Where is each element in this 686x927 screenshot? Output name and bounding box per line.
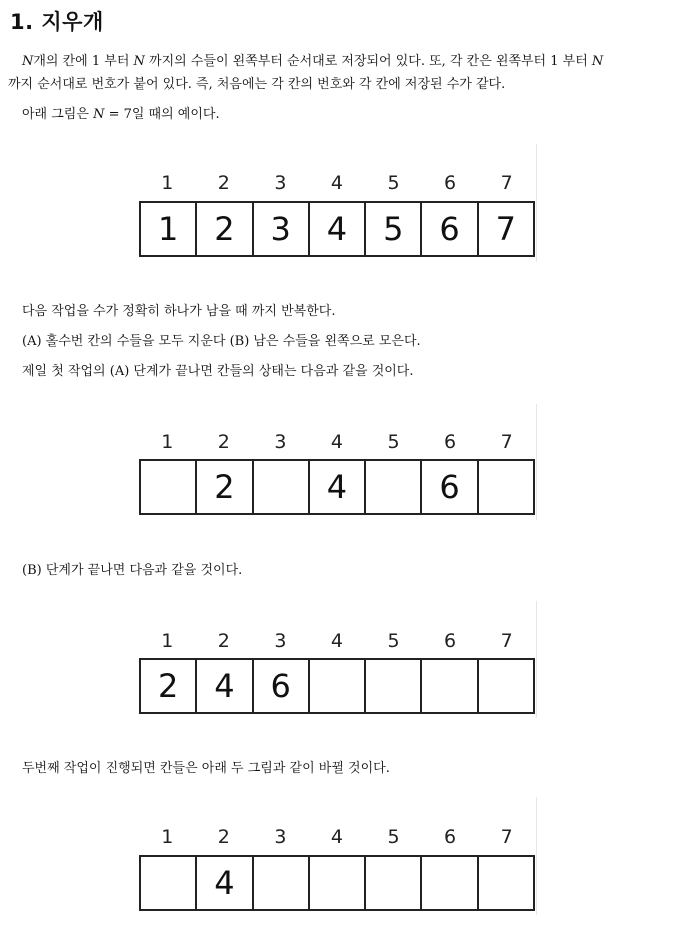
cell-value — [141, 857, 195, 909]
cell-index-label: 6 — [444, 826, 457, 848]
cell-value: 1 — [157, 210, 179, 248]
intro-line-2: 까지 순서대로 번호가 붙어 있다. 즉, 처음에는 각 칸의 번호와 각 칸에 저장된 수가 같다. — [8, 77, 506, 92]
cell-value — [252, 857, 308, 909]
cell-index-label: 5 — [387, 172, 400, 194]
intro-line-3 — [22, 103, 220, 127]
cell-value — [420, 857, 476, 909]
intro-text: = 7일 때의 예이다. — [104, 107, 220, 122]
intro-text: 까지의 수들이 왼쪽부터 순서대로 저장되어 있다. 또, 각 칸은 왼쪽부터 1 부터 — [144, 54, 592, 69]
cell-index-label: 6 — [444, 172, 457, 194]
cell-index-label: 3 — [274, 431, 287, 453]
cell-value — [308, 857, 364, 909]
cell-index-label: 1 — [161, 826, 174, 848]
intro-text: 개의 칸에 1 부터 — [33, 54, 134, 69]
cell-index-label: 2 — [217, 826, 230, 848]
cell-value: 5 — [364, 203, 420, 255]
cell-value — [364, 857, 420, 909]
cell-value — [141, 461, 195, 513]
cell-index-label: 2 — [217, 431, 230, 453]
cell-index-label: 1 — [161, 630, 174, 652]
cell-value: 2 — [195, 203, 251, 255]
cell-number-row — [139, 629, 535, 653]
problem-title: 1. 지우개 — [10, 10, 104, 34]
cell-row — [139, 855, 535, 911]
cell-index-label: 1 — [161, 172, 174, 194]
ops-line-1: 다음 작업을 수가 정확히 하나가 남을 때 까지 반복한다. — [22, 304, 336, 319]
second-op-text: 두번째 작업이 진행되면 칸들은 아래 두 그림과 같이 바뀔 것이다. — [22, 761, 390, 776]
cell-index-label: 7 — [500, 431, 513, 453]
var-n: N — [591, 54, 604, 69]
cell-index-label: 2 — [217, 172, 230, 194]
ops-line-3: 제일 첫 작업의 (A) 단계가 끝나면 칸들의 상태는 다음과 같을 것이다. — [22, 364, 414, 379]
cell-value — [308, 660, 364, 712]
var-n: N — [22, 54, 34, 69]
cell-index-label: 1 — [161, 431, 174, 453]
intro-line-1 — [22, 50, 603, 74]
after-b-text: (B) 단계가 끝나면 다음과 같을 것이다. — [22, 563, 243, 578]
cell-index-label: 7 — [500, 172, 513, 194]
cell-value — [252, 461, 308, 513]
cells-figure-second-a — [139, 797, 537, 915]
cells-figure-after-a — [139, 404, 537, 520]
cell-value: 2 — [195, 461, 251, 513]
cell-value: 4 — [195, 857, 251, 909]
cell-index-label: 5 — [387, 431, 400, 453]
cell-value: 6 — [252, 660, 308, 712]
cell-index-label: 3 — [274, 630, 287, 652]
cell-value: 4 — [195, 660, 251, 712]
cell-number-row — [139, 171, 535, 195]
cells-figure-after-b — [139, 601, 537, 718]
cell-index-label: 6 — [444, 630, 457, 652]
cell-index-label: 7 — [500, 826, 513, 848]
cell-index-label: 5 — [387, 630, 400, 652]
cell-value — [477, 660, 533, 712]
cell-row — [139, 459, 535, 515]
cell-value — [420, 660, 476, 712]
ops-line-2: (A) 홀수번 칸의 수들을 모두 지운다 (B) 남은 수들을 왼쪽으로 모은다. — [22, 334, 421, 349]
cell-value: 7 — [477, 203, 533, 255]
cell-index-label: 7 — [500, 630, 513, 652]
var-n: N — [93, 107, 105, 122]
cell-number-row — [139, 825, 535, 849]
cell-index-label: 5 — [387, 826, 400, 848]
cell-value — [364, 660, 420, 712]
cell-value: 3 — [252, 203, 308, 255]
var-n: N — [133, 54, 145, 69]
cell-index-label: 4 — [330, 431, 344, 453]
cells-figure-initial — [139, 144, 537, 262]
cell-value: 6 — [420, 203, 476, 255]
cell-index-label: 4 — [330, 826, 344, 848]
cell-row — [139, 201, 535, 257]
cell-index-label: 3 — [274, 172, 287, 194]
cell-value: 6 — [420, 461, 476, 513]
cell-index-label: 2 — [217, 630, 230, 652]
cell-value: 4 — [308, 203, 364, 255]
cell-value — [477, 857, 533, 909]
cell-value: 4 — [308, 461, 364, 513]
cell-index-label: 3 — [274, 826, 287, 848]
cell-row — [139, 658, 535, 714]
cell-value: 2 — [157, 667, 179, 705]
cell-value — [364, 461, 420, 513]
cell-value — [477, 461, 533, 513]
cell-index-label: 6 — [444, 431, 457, 453]
cell-index-label: 4 — [330, 172, 344, 194]
cell-number-row — [139, 430, 535, 454]
intro-text: 아래 그림은 — [22, 107, 94, 122]
cell-index-label: 4 — [330, 630, 344, 652]
